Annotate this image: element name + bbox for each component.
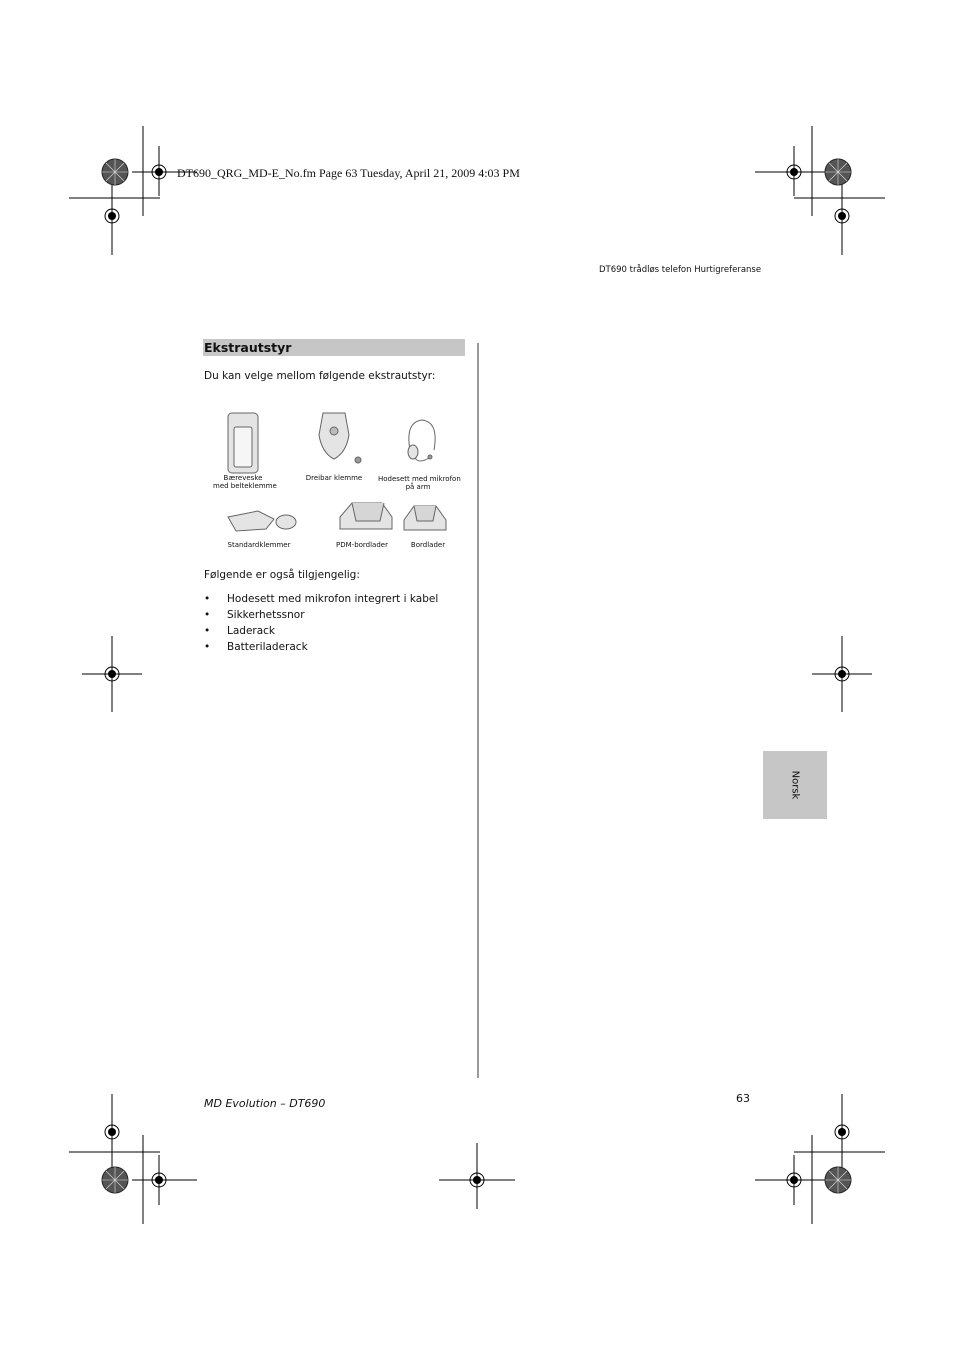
figure-label-carrying-case	[213, 474, 277, 490]
list-item	[204, 641, 438, 657]
standard-clip-image	[228, 511, 274, 531]
list-item	[204, 593, 438, 609]
figure-label-headset	[378, 475, 461, 491]
list-item-text: Batteriladerack	[227, 641, 308, 653]
list-item-text: Sikkerhetssnor	[227, 609, 305, 621]
accessories-figure	[205, 405, 464, 555]
column-divider	[477, 343, 479, 1078]
figure-label-desk-charger: Bordlader	[410, 541, 446, 549]
bullet: •	[204, 625, 211, 637]
file-slug: DT690_QRG_MD-E_No.fm Page 63 Tuesday, April 21, 2009 4:03 PM	[177, 166, 520, 180]
accessory-list	[204, 593, 438, 657]
list-item	[204, 625, 438, 641]
intro-text: Du kan velge mellom følgende ekstrautstyr:	[204, 370, 436, 382]
language-tab	[763, 751, 827, 819]
figure-label-swivel-clip: Dreibar klemme	[305, 474, 363, 482]
list-item-text: Hodesett med mikrofon integrert i kabel	[227, 593, 439, 605]
label-line: med belteklemme	[213, 482, 277, 490]
label-line: Bæreveske	[223, 474, 263, 482]
figure-label-standard-clips: Standardklemmer	[227, 541, 291, 549]
language-tab-label: Norsk	[789, 770, 801, 800]
swivel-clip-image	[319, 413, 349, 459]
label-line: Hodesett med mikrofon	[378, 475, 461, 483]
list-item-text: Laderack	[227, 625, 276, 637]
also-available-text: Følgende er også tilgjengelig:	[204, 569, 360, 581]
label-line: på arm	[405, 483, 431, 491]
figure-label-pdm-charger: PDM-bordlader	[336, 541, 388, 549]
page-number: 63	[736, 1092, 750, 1105]
bullet: •	[204, 593, 211, 605]
bullet: •	[204, 641, 211, 653]
footer-product: MD Evolution – DT690	[204, 1097, 326, 1110]
bullet: •	[204, 609, 211, 621]
section-heading: Ekstrautstyr	[203, 339, 465, 356]
list-item	[204, 609, 438, 625]
running-header: DT690 trådløs telefon Hurtigreferanse	[599, 265, 762, 275]
